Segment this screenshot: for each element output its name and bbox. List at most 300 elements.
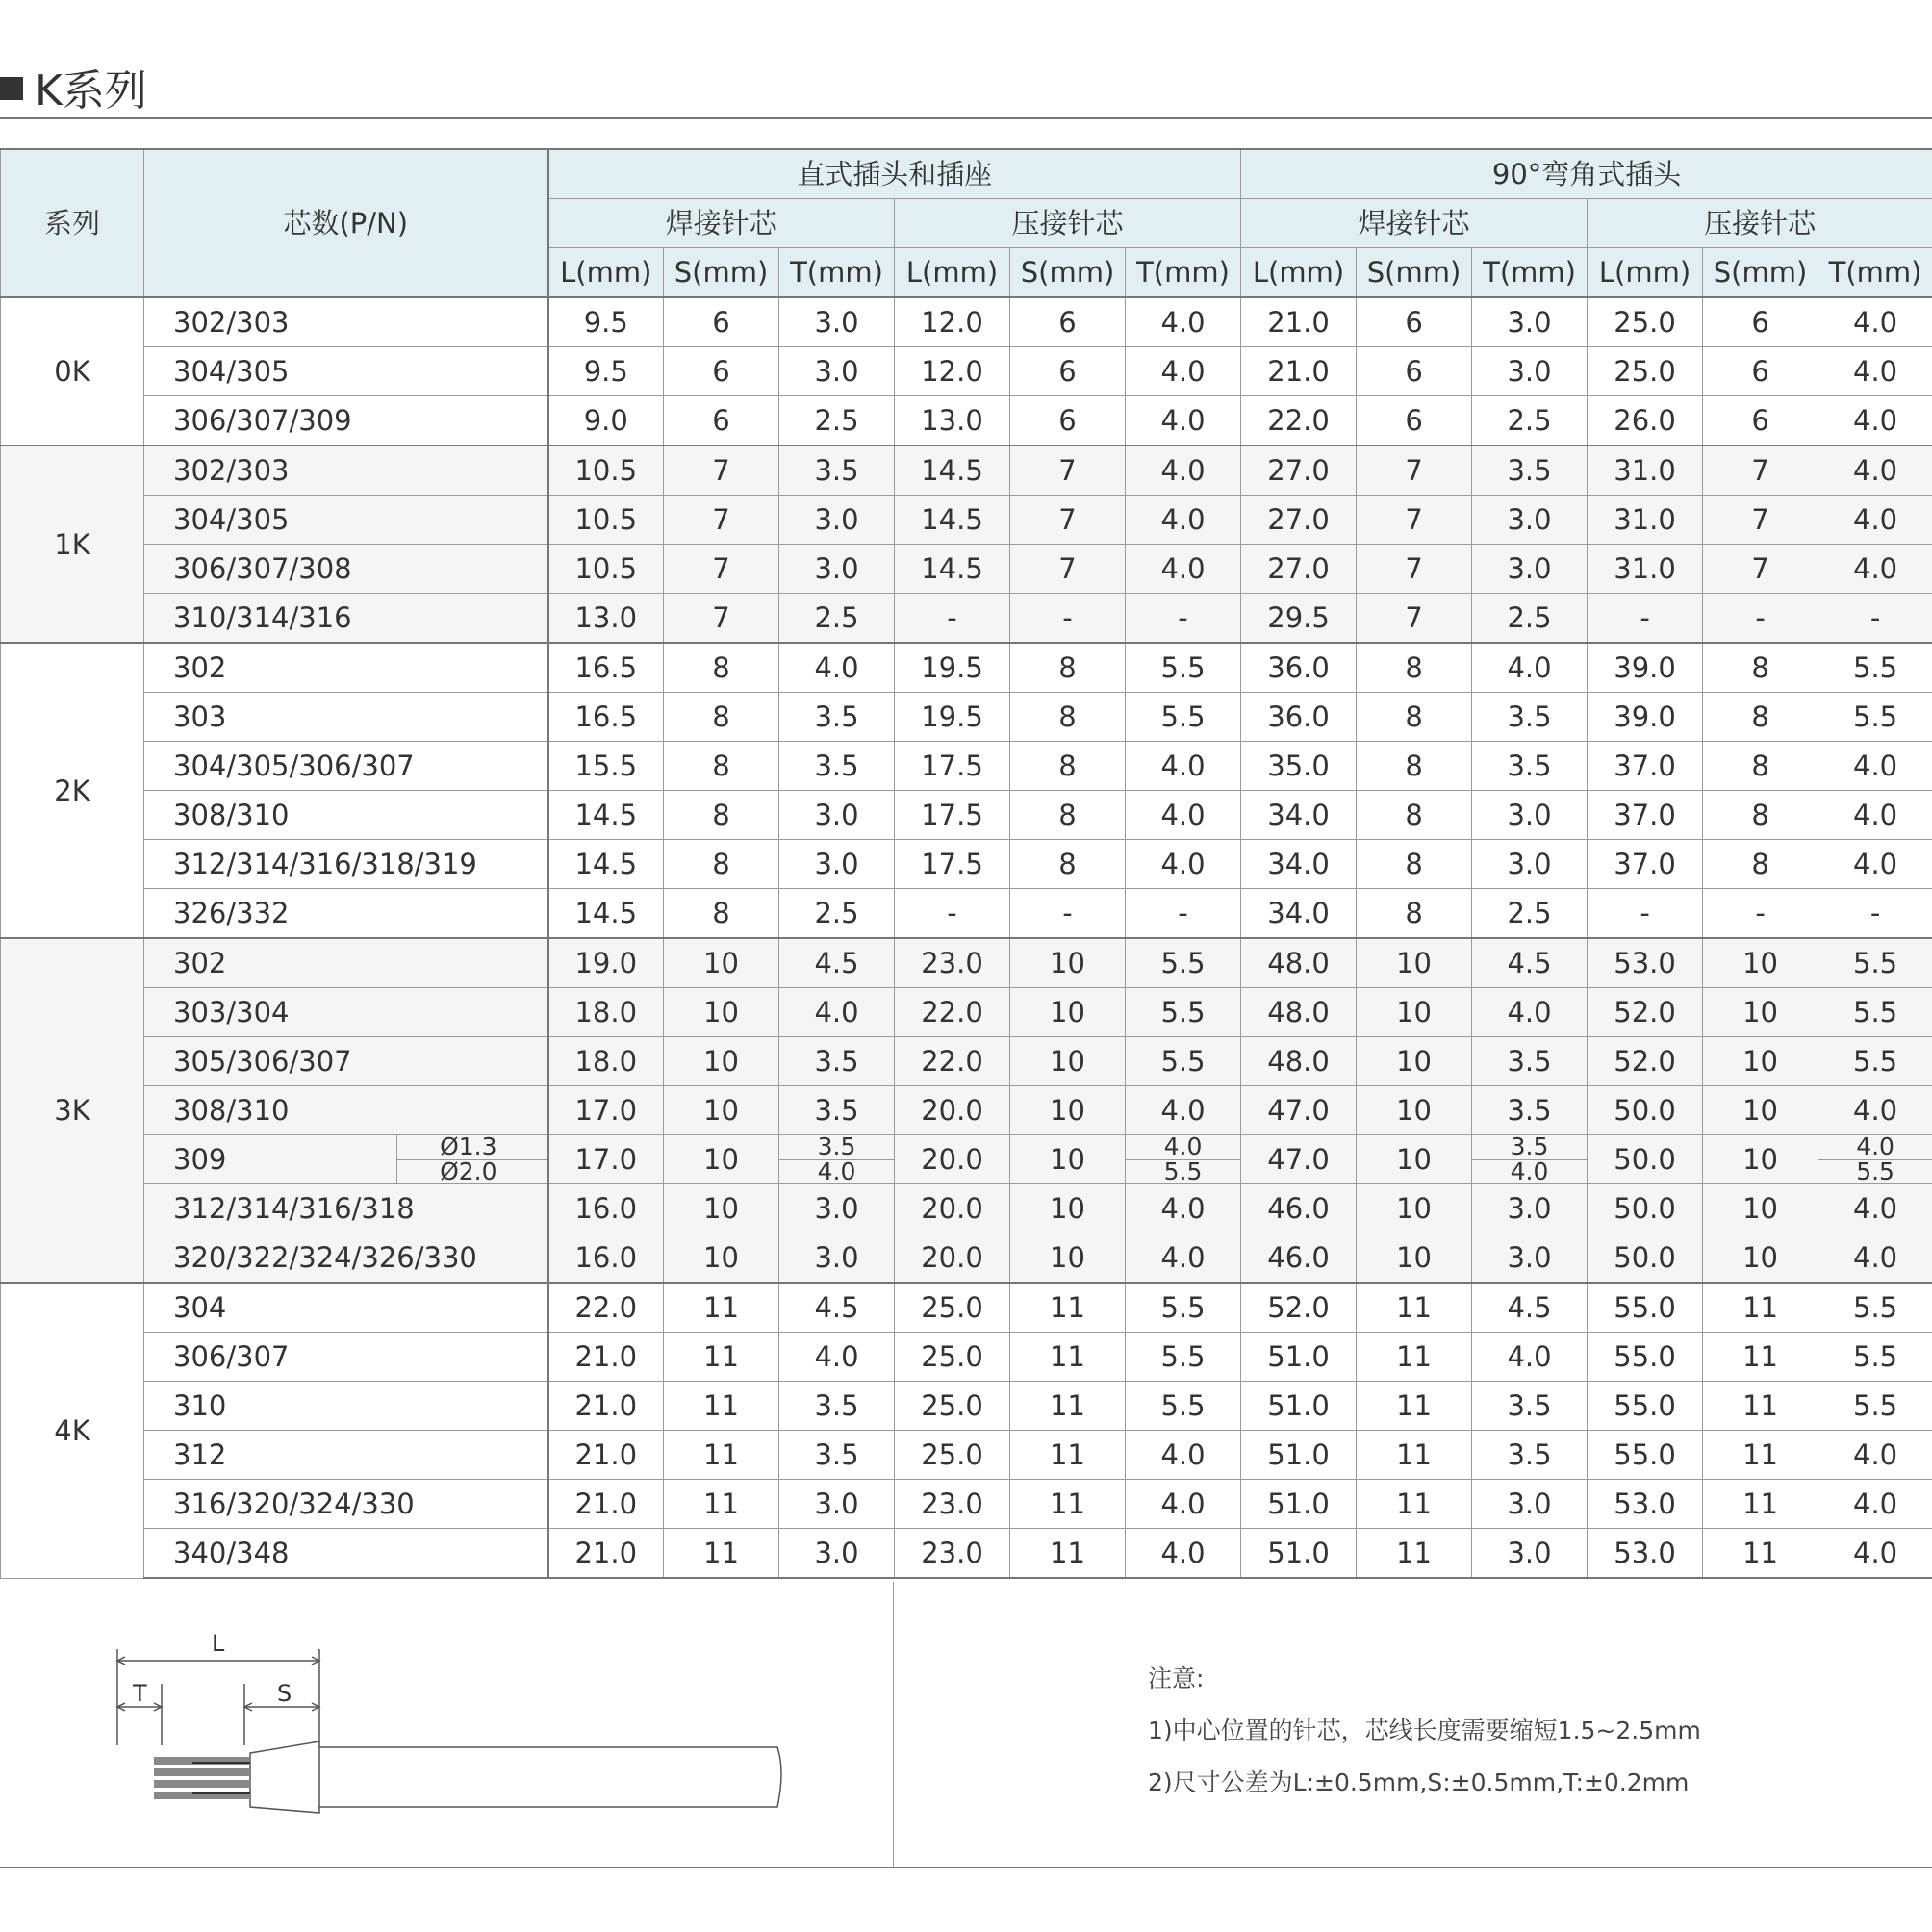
value-cell: 7	[664, 445, 779, 496]
value-cell: 3.0	[1472, 1529, 1588, 1579]
table-row	[1, 742, 1932, 791]
value-cell: 34.0	[1241, 889, 1357, 939]
value-cell: 27.0	[1241, 496, 1357, 545]
value-cell: 6	[1010, 396, 1126, 446]
header-t: T(mm)	[779, 248, 895, 298]
pn-cell: 304	[144, 1283, 548, 1333]
value-cell: 10	[1357, 1184, 1472, 1233]
value-part: 5.5	[1818, 1159, 1932, 1184]
value-cell: 4.5	[1472, 1283, 1588, 1333]
header-l: L(mm)	[895, 248, 1010, 298]
value-cell: 11	[664, 1333, 779, 1382]
table-row	[1, 594, 1932, 644]
value-cell: 5.5	[1818, 938, 1932, 988]
table-row	[1, 889, 1932, 939]
value-cell: 4.0	[779, 643, 895, 693]
value-cell: 4.0	[1126, 1529, 1241, 1579]
value-part: 4.0	[1472, 1159, 1587, 1184]
value-cell: 4.0	[1126, 840, 1241, 889]
value-cell: 10.5	[548, 545, 664, 594]
value-cell: 5.5	[1126, 1037, 1241, 1086]
value-cell: 26.0	[1588, 396, 1703, 446]
value-cell: 51.0	[1241, 1382, 1357, 1431]
pn-cell: 305/306/307	[144, 1037, 548, 1086]
value-part: 4.0	[1856, 1134, 1894, 1160]
value-cell: 7	[1357, 445, 1472, 496]
diagram-label-t: T	[133, 1680, 147, 1707]
value-cell: 20.0	[895, 1184, 1010, 1233]
value-cell: 6	[664, 347, 779, 396]
value-cell: 10	[1010, 1135, 1126, 1184]
value-cell: 2.5	[779, 889, 895, 939]
value-cell: 10	[1703, 988, 1818, 1037]
value-cell: 50.0	[1588, 1135, 1703, 1184]
value-cell: 22.0	[895, 988, 1010, 1037]
value-cell: 10	[664, 988, 779, 1037]
value-cell: 7	[1357, 594, 1472, 644]
pn-cell: 304/305/306/307	[144, 742, 548, 791]
value-cell: 11	[1357, 1529, 1472, 1579]
value-cell: 7	[1010, 545, 1126, 594]
pn-cell: 310/314/316	[144, 594, 548, 644]
value-cell: 3.5	[1472, 1431, 1588, 1480]
value-cell: 9.5	[548, 297, 664, 347]
value-cell: 11	[664, 1283, 779, 1333]
value-cell: 6	[1357, 396, 1472, 446]
value-cell: 4.0	[1818, 445, 1932, 496]
value-cell: 8	[1703, 840, 1818, 889]
value-cell: 20.0	[895, 1233, 1010, 1284]
value-cell: 11	[1010, 1283, 1126, 1333]
value-cell: 50.0	[1588, 1086, 1703, 1135]
value-cell: 10	[664, 1086, 779, 1135]
value-cell: 23.0	[895, 1529, 1010, 1579]
value-cell: 55.0	[1588, 1382, 1703, 1431]
table-row	[1, 1480, 1932, 1529]
value-cell: 4.5	[779, 938, 895, 988]
value-cell: -	[1126, 889, 1241, 939]
pn-cell: 306/307/309	[144, 396, 548, 446]
value-cell: 4.0	[1818, 1086, 1932, 1135]
value-cell: 11	[1357, 1431, 1472, 1480]
value-cell: 10	[1357, 938, 1472, 988]
value-cell: 25.0	[895, 1382, 1010, 1431]
value-cell	[779, 1135, 895, 1184]
value-cell: 7	[664, 496, 779, 545]
value-cell: 19.0	[548, 938, 664, 988]
table-header	[1, 149, 1932, 297]
pn-cell: 304/305	[144, 496, 548, 545]
value-cell: 23.0	[895, 938, 1010, 988]
value-cell: 5.5	[1126, 1283, 1241, 1333]
value-cell: 4.5	[1472, 938, 1588, 988]
value-cell: 4.0	[1126, 396, 1241, 446]
header-s: S(mm)	[1010, 248, 1126, 298]
value-cell: 10	[1703, 1086, 1818, 1135]
pn-cell: 303/304	[144, 988, 548, 1037]
value-cell: 3.0	[1472, 1233, 1588, 1284]
series-cell: 3K	[1, 938, 144, 1283]
value-cell: 53.0	[1588, 1529, 1703, 1579]
value-cell: 3.5	[779, 445, 895, 496]
table-row	[1, 1233, 1932, 1284]
table-row	[1, 988, 1932, 1037]
value-cell: 8	[1357, 742, 1472, 791]
value-cell: 4.0	[1126, 1184, 1241, 1233]
value-cell: 37.0	[1588, 840, 1703, 889]
table-row	[1, 693, 1932, 742]
diameter-value: Ø2.0	[397, 1159, 547, 1184]
value-cell: 5.5	[1126, 988, 1241, 1037]
value-cell: 3.5	[779, 693, 895, 742]
header-angle: 90°弯角式插头	[1241, 149, 1932, 199]
value-cell: 10	[1010, 1233, 1126, 1284]
value-cell: 6	[664, 396, 779, 446]
value-cell: 3.0	[779, 840, 895, 889]
value-cell: 11	[1357, 1333, 1472, 1382]
value-cell: 11	[1703, 1529, 1818, 1579]
value-part: 4.0	[1163, 1134, 1203, 1160]
value-cell: 4.0	[1472, 1333, 1588, 1382]
value-cell: 8	[664, 742, 779, 791]
value-cell: 46.0	[1241, 1184, 1357, 1233]
value-cell: 5.5	[1818, 643, 1932, 693]
value-cell: 2.5	[779, 594, 895, 644]
value-cell: 10	[1703, 1135, 1818, 1184]
table-row	[1, 545, 1932, 594]
value-cell: 3.5	[779, 1431, 895, 1480]
value-cell: 4.0	[1126, 496, 1241, 545]
value-cell: 2.5	[1472, 396, 1588, 446]
value-cell: 50.0	[1588, 1233, 1703, 1284]
value-cell	[1472, 1135, 1588, 1184]
series-cell: 2K	[1, 643, 144, 938]
diagram-label-s: S	[277, 1680, 292, 1707]
value-cell: 25.0	[895, 1333, 1010, 1382]
value-cell: 17.0	[548, 1135, 664, 1184]
value-cell: 5.5	[1126, 643, 1241, 693]
header-t: T(mm)	[1472, 248, 1588, 298]
value-cell: 11	[1357, 1382, 1472, 1431]
pn-cell: 312	[144, 1431, 548, 1480]
value-cell: -	[895, 594, 1010, 644]
notes-heading: 注意:	[1148, 1665, 1205, 1692]
header-t: T(mm)	[1126, 248, 1241, 298]
value-cell: 5.5	[1126, 1333, 1241, 1382]
value-cell: 3.0	[1472, 545, 1588, 594]
value-cell: 4.5	[779, 1283, 895, 1333]
value-cell: 22.0	[548, 1283, 664, 1333]
value-cell: 39.0	[1588, 693, 1703, 742]
value-cell: 7	[664, 594, 779, 644]
value-cell: 20.0	[895, 1086, 1010, 1135]
value-cell: 4.0	[1818, 347, 1932, 396]
diagram-label-l: L	[212, 1630, 225, 1657]
value-cell: -	[1703, 889, 1818, 939]
value-cell: 11	[664, 1480, 779, 1529]
value-cell: 4.0	[1818, 1233, 1932, 1284]
pn-cell: 302	[144, 938, 548, 988]
table-row	[1, 396, 1932, 446]
pn-cell: 302/303	[144, 297, 548, 347]
value-cell: 4.0	[1818, 742, 1932, 791]
value-cell: 4.0	[1818, 1184, 1932, 1233]
value-cell: 10	[1010, 988, 1126, 1037]
value-cell: 11	[1010, 1333, 1126, 1382]
value-cell: 10	[1357, 1233, 1472, 1284]
value-cell: 7	[1010, 496, 1126, 545]
value-cell: 4.0	[1126, 791, 1241, 840]
value-cell: 14.5	[895, 445, 1010, 496]
value-cell: 4.0	[1818, 791, 1932, 840]
value-cell: 3.0	[779, 1184, 895, 1233]
value-cell: -	[1818, 889, 1932, 939]
value-cell: 3.5	[779, 1086, 895, 1135]
value-cell: 3.0	[1472, 1480, 1588, 1529]
value-cell: 11	[1010, 1431, 1126, 1480]
value-cell: -	[895, 889, 1010, 939]
value-cell	[1818, 1135, 1932, 1184]
value-cell: 3.0	[779, 545, 895, 594]
value-cell: 31.0	[1588, 545, 1703, 594]
value-cell: 3.5	[1472, 742, 1588, 791]
value-cell: -	[1818, 594, 1932, 644]
value-cell: 16.0	[548, 1184, 664, 1233]
table-row	[1, 840, 1932, 889]
value-cell: 3.5	[779, 1382, 895, 1431]
value-cell: 35.0	[1241, 742, 1357, 791]
value-cell: 11	[1357, 1283, 1472, 1333]
value-cell: 7	[1010, 445, 1126, 496]
value-cell: 53.0	[1588, 1480, 1703, 1529]
value-cell: 8	[664, 889, 779, 939]
value-cell: 4.0	[1818, 545, 1932, 594]
value-cell: 4.0	[1472, 643, 1588, 693]
header-angle-solder: 焊接针芯	[1241, 199, 1588, 248]
value-cell: 8	[664, 840, 779, 889]
value-cell: 4.0	[1126, 445, 1241, 496]
value-cell: 11	[664, 1382, 779, 1431]
value-cell: 10	[664, 1184, 779, 1233]
value-cell: 34.0	[1241, 791, 1357, 840]
value-cell: 36.0	[1241, 693, 1357, 742]
table-row	[1, 938, 1932, 988]
value-cell: 5.5	[1818, 1037, 1932, 1086]
header-straight-crimp: 压接针芯	[895, 199, 1241, 248]
value-cell: 10	[1010, 1086, 1126, 1135]
pn-cell: 302/303	[144, 445, 548, 496]
value-cell: 18.0	[548, 988, 664, 1037]
value-cell: 23.0	[895, 1480, 1010, 1529]
value-cell: 47.0	[1241, 1086, 1357, 1135]
pn-cell: 310	[144, 1382, 548, 1431]
value-cell: 8	[1357, 693, 1472, 742]
value-cell: 11	[1703, 1480, 1818, 1529]
value-cell: 17.5	[895, 791, 1010, 840]
value-cell: 10	[664, 938, 779, 988]
value-cell: 34.0	[1241, 840, 1357, 889]
pn-cell: 303	[144, 693, 548, 742]
value-cell: 6	[1010, 297, 1126, 347]
value-cell: 8	[1010, 791, 1126, 840]
value-cell: 17.5	[895, 742, 1010, 791]
pn-cell: 306/307	[144, 1333, 548, 1382]
value-cell: 10.5	[548, 496, 664, 545]
value-cell: 11	[1010, 1480, 1126, 1529]
value-cell: 14.5	[548, 840, 664, 889]
value-cell: 6	[1010, 347, 1126, 396]
value-cell: 10	[1010, 1184, 1126, 1233]
value-cell: -	[1010, 594, 1126, 644]
value-cell: 8	[1703, 791, 1818, 840]
pn-cell: 326/332	[144, 889, 548, 939]
value-cell: 14.5	[548, 791, 664, 840]
value-cell: 4.0	[1818, 1529, 1932, 1579]
value-cell: 25.0	[1588, 347, 1703, 396]
square-bullet-icon	[0, 77, 23, 100]
value-cell: 19.5	[895, 693, 1010, 742]
value-cell: 27.0	[1241, 445, 1357, 496]
value-part: 3.5	[817, 1134, 856, 1160]
value-cell: 22.0	[1241, 396, 1357, 446]
value-cell: 8	[1357, 889, 1472, 939]
value-cell: 4.0	[1126, 1086, 1241, 1135]
value-cell: 11	[1703, 1283, 1818, 1333]
table-row	[1, 1283, 1932, 1333]
value-cell: 2.5	[1472, 594, 1588, 644]
value-cell: 7	[1703, 445, 1818, 496]
value-cell: 20.0	[895, 1135, 1010, 1184]
diameter-options	[396, 1135, 547, 1183]
pn-cell: 312/314/316/318	[144, 1184, 548, 1233]
value-cell: 3.0	[779, 496, 895, 545]
table-row	[1, 297, 1932, 347]
value-cell: 52.0	[1241, 1283, 1357, 1333]
value-cell: 51.0	[1241, 1431, 1357, 1480]
table-row	[1, 1333, 1932, 1382]
value-cell: 13.0	[895, 396, 1010, 446]
footer-divider	[893, 1582, 894, 1867]
value-cell: 3.5	[1472, 693, 1588, 742]
value-cell: 31.0	[1588, 496, 1703, 545]
pn-cell: 340/348	[144, 1529, 548, 1579]
pn-cell: 308/310	[144, 1086, 548, 1135]
value-cell: 17.5	[895, 840, 1010, 889]
table-row	[1, 791, 1932, 840]
value-cell: 21.0	[548, 1529, 664, 1579]
value-cell: 3.5	[1472, 1037, 1588, 1086]
value-cell: 39.0	[1588, 643, 1703, 693]
value-cell: 37.0	[1588, 742, 1703, 791]
pn-cell: 302	[144, 643, 548, 693]
value-cell: 47.0	[1241, 1135, 1357, 1184]
value-cell: 36.0	[1241, 643, 1357, 693]
value-cell: 21.0	[548, 1431, 664, 1480]
value-cell: 3.5	[779, 742, 895, 791]
value-cell: 10	[664, 1135, 779, 1184]
value-cell: 6	[1357, 297, 1472, 347]
value-cell: 3.0	[1472, 297, 1588, 347]
header-l: L(mm)	[1241, 248, 1357, 298]
value-cell: 21.0	[548, 1333, 664, 1382]
value-cell: 4.0	[1818, 1431, 1932, 1480]
value-cell: 3.0	[1472, 347, 1588, 396]
value-cell: 5.5	[1126, 693, 1241, 742]
header-series: 系列	[1, 149, 144, 297]
value-cell: 3.5	[779, 1037, 895, 1086]
value-part: 4.0	[779, 1159, 894, 1184]
diameter-value: Ø1.3	[440, 1134, 497, 1160]
value-cell: 8	[1010, 742, 1126, 791]
value-cell: 6	[1703, 347, 1818, 396]
wire-strip-diagram	[96, 1626, 799, 1818]
value-cell: 6	[1703, 396, 1818, 446]
series-cell: 1K	[1, 445, 144, 643]
value-cell: -	[1588, 889, 1703, 939]
value-cell: 50.0	[1588, 1184, 1703, 1233]
table-row	[1, 496, 1932, 545]
table-row	[1, 1184, 1932, 1233]
value-cell: 4.0	[1472, 988, 1588, 1037]
value-part: 3.5	[1510, 1134, 1549, 1160]
table-row	[1, 643, 1932, 693]
series-cell: 0K	[1, 297, 144, 445]
value-cell: 10	[1357, 1086, 1472, 1135]
value-cell: 5.5	[1818, 1382, 1932, 1431]
value-cell: 13.0	[548, 594, 664, 644]
value-cell: 10.5	[548, 445, 664, 496]
pn-label: 309	[173, 1143, 227, 1176]
value-cell: 19.5	[895, 643, 1010, 693]
value-cell: 2.5	[1472, 889, 1588, 939]
value-cell: 8	[1010, 643, 1126, 693]
notes-block	[1148, 1653, 1701, 1809]
pn-cell	[144, 1135, 548, 1184]
value-cell: 10	[1703, 1037, 1818, 1086]
value-cell: 9.5	[548, 347, 664, 396]
value-cell: 3.0	[1472, 840, 1588, 889]
value-cell: 4.0	[1818, 297, 1932, 347]
value-cell: 46.0	[1241, 1233, 1357, 1284]
value-cell: 5.5	[1818, 1333, 1932, 1382]
value-cell: -	[1588, 594, 1703, 644]
pn-cell: 320/322/324/326/330	[144, 1233, 548, 1284]
value-cell: 25.0	[895, 1283, 1010, 1333]
value-cell: 4.0	[1126, 742, 1241, 791]
value-cell: 3.5	[1472, 1086, 1588, 1135]
value-cell: 53.0	[1588, 938, 1703, 988]
value-cell: 3.0	[779, 297, 895, 347]
value-cell: 8	[1357, 840, 1472, 889]
value-cell: 10	[1357, 1037, 1472, 1086]
value-cell: 52.0	[1588, 988, 1703, 1037]
series-cell: 4K	[1, 1283, 144, 1578]
pn-cell: 316/320/324/330	[144, 1480, 548, 1529]
value-cell: 10	[1703, 1233, 1818, 1284]
value-cell: 8	[1010, 693, 1126, 742]
value-cell: 4.0	[1126, 1233, 1241, 1284]
value-cell: 7	[1357, 496, 1472, 545]
value-cell: 6	[1357, 347, 1472, 396]
value-cell: 10	[664, 1233, 779, 1284]
value-cell: 10	[1703, 938, 1818, 988]
table-row	[1, 347, 1932, 396]
value-cell: 11	[1703, 1382, 1818, 1431]
value-cell: 51.0	[1241, 1333, 1357, 1382]
value-cell: 25.0	[895, 1431, 1010, 1480]
header-l: L(mm)	[1588, 248, 1703, 298]
value-cell: 7	[664, 545, 779, 594]
